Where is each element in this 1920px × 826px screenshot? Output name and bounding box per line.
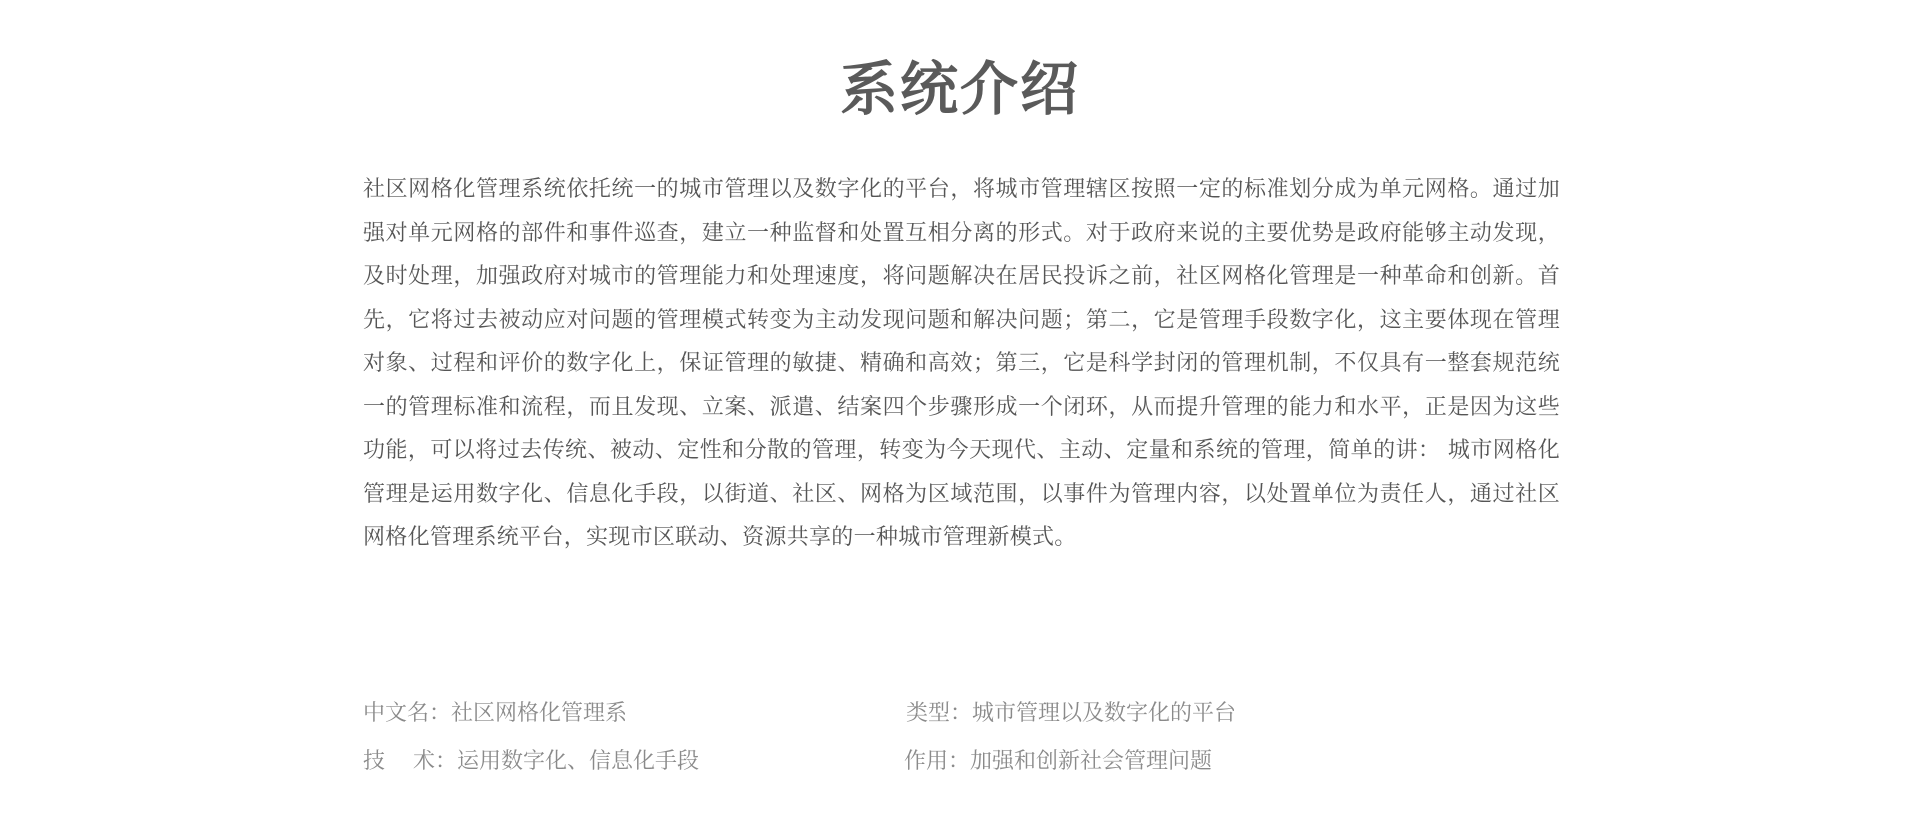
fact-label: 类型： — [906, 701, 973, 726]
fact-label: 作用： — [904, 749, 971, 774]
fact-technology — [363, 738, 699, 786]
fact-type — [906, 690, 1236, 738]
facts-list — [363, 690, 1563, 786]
fact-function — [904, 738, 1212, 786]
facts-row — [363, 738, 1563, 786]
fact-value: 运用数字化、信息化手段 — [456, 749, 699, 774]
intro-paragraph: 社区网格化管理系统依托统一的城市管理以及数字化的平台，将城市管理辖区按照一定的标准划分成为单元网格。通过加强对单元网格的部件和事件巡查，建立一种监督和处置互相分离的形式。对于政府来说的主要优势是政府能够主动发现，及时处理，加强政府对城市的管理能力和处理速度，将问题解决在居民投诉之前，社区网格化管理是一种革命和创新。首先，它将过去被动应对问题的管理模式转变为主动发现问题和解决问题；第二，它是管理手段数字化，这主要体现在管理对象、过程和评价的数字化上，保证管理的敏捷、精确和高效；第三，它是科学封闭的管理机制，不仅具有一整套规范统一的管理标准和流程，而且发现、立案、派遣、结案四个步骤形成一个闭环，从而提升管理的能力和水平，正是因为这些功能，可以将过去传统、被动、定性和分散的管理，转变为今天现代、主动、定量和系统的管理，简单的讲： 城市网格化管理是运用数字化、信息化手段，以街道、社区、网格为区域范围，以事件为管理内容，以处置单位为责任人，通过社区网格化管理系统平台，实现市区联动、资源共享的一种城市管理新模式。 — [363, 177, 1560, 550]
fact-value: 加强和创新社会管理问题 — [970, 749, 1213, 774]
fact-label: 中文名： — [363, 701, 452, 726]
facts-row — [363, 690, 1563, 738]
fact-value: 社区网格化管理系 — [451, 701, 628, 726]
fact-value: 城市管理以及数字化的平台 — [972, 701, 1237, 726]
page-title: 系统介绍 — [839, 55, 1080, 123]
fact-label: 技 术： — [363, 749, 457, 774]
fact-chinese-name — [363, 690, 627, 738]
